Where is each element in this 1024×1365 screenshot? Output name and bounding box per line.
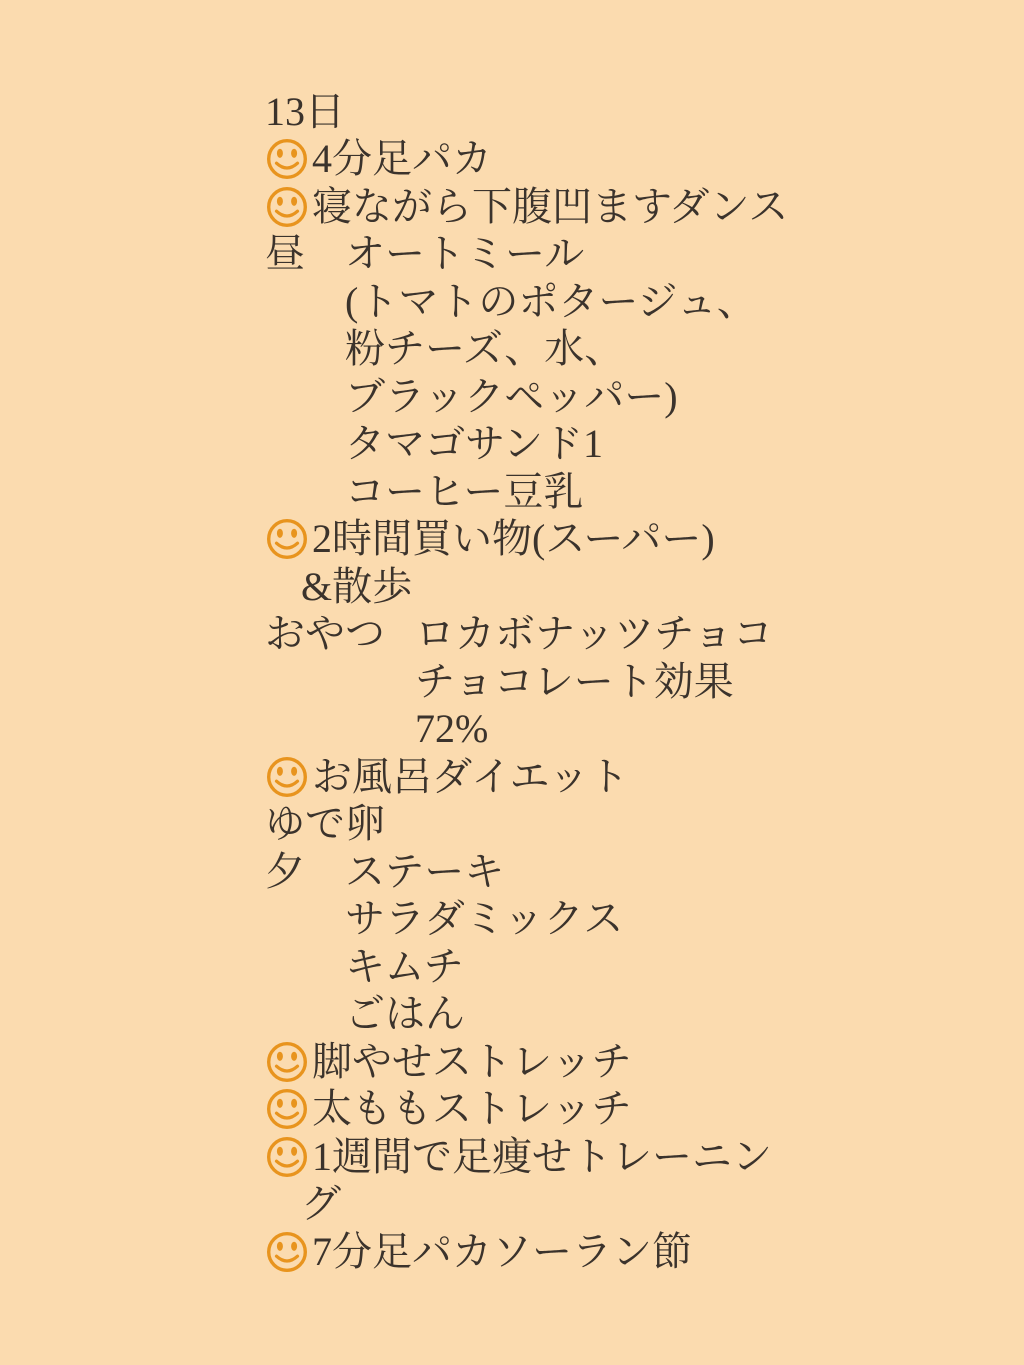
smiley-face-icon bbox=[265, 754, 312, 800]
diary-line-text: グ bbox=[301, 1181, 341, 1227]
smiley-face-icon bbox=[265, 516, 312, 562]
diary-line bbox=[265, 753, 1004, 801]
meal-label-snack: おやつ bbox=[265, 611, 385, 657]
diary-line-text: 7分足パカソーラン節 bbox=[312, 1228, 692, 1274]
smiley-face-icon bbox=[265, 1134, 312, 1180]
diary-line bbox=[265, 706, 1004, 754]
diary-line-text: 粉チーズ、水、 bbox=[345, 326, 625, 372]
diary-line-text: 寝ながら下腹凹ますダンス bbox=[312, 183, 789, 229]
diary-line bbox=[265, 1086, 1004, 1134]
smiley-face-icon bbox=[265, 1039, 312, 1085]
diary-line bbox=[265, 1133, 1004, 1181]
meal-label-lunch: 昼 bbox=[265, 231, 305, 277]
diary-line-text: 2時間買い物(スーパー) bbox=[312, 516, 715, 562]
diary-line-text: 4分足パカ bbox=[312, 136, 492, 182]
diary-line bbox=[265, 896, 1004, 944]
diary-line bbox=[265, 658, 1004, 706]
diary-line-text: ごはん bbox=[345, 991, 465, 1037]
diary-line bbox=[265, 1038, 1004, 1086]
diary-line bbox=[265, 183, 1004, 231]
diary-line-text: ロカボナッツチョコ bbox=[415, 611, 773, 657]
diary-date: 13日 bbox=[265, 88, 345, 134]
smiley-face-icon bbox=[265, 1086, 312, 1132]
diary-line-snack bbox=[265, 611, 1004, 659]
diary-line-text: お風呂ダイエット bbox=[312, 753, 629, 799]
diary-line bbox=[265, 468, 1004, 516]
diary-line-text: 1週間で足痩せトレーニン bbox=[312, 1133, 772, 1179]
diary-line bbox=[265, 516, 1004, 564]
diary-line-text: キムチ bbox=[345, 943, 464, 989]
diary-line-text: &散歩 bbox=[301, 563, 413, 609]
diary-line-dinner bbox=[265, 848, 1004, 896]
diary-line bbox=[265, 1228, 1004, 1276]
diary-line-text: サラダミックス bbox=[345, 896, 624, 942]
diary-line bbox=[265, 943, 1004, 991]
diary-line-text: ブラックペッパー) bbox=[345, 373, 678, 419]
diary-line-text: ステーキ bbox=[345, 848, 505, 894]
diary-line bbox=[265, 373, 1004, 421]
smiley-face-icon bbox=[265, 136, 312, 182]
diary-line bbox=[265, 136, 1004, 184]
diary-line bbox=[265, 421, 1004, 469]
diary-line-text: 72% bbox=[415, 706, 489, 752]
diary-date-line bbox=[265, 88, 1004, 136]
diary-line bbox=[265, 563, 1004, 611]
diary-line bbox=[265, 278, 1004, 326]
diary-line-text: 太ももストレッチ bbox=[312, 1086, 632, 1132]
diary-line-text: ゆで卵 bbox=[265, 801, 385, 847]
diary-line bbox=[265, 326, 1004, 374]
diary-line bbox=[265, 991, 1004, 1039]
diary-line-text: (トマトのポタージュ、 bbox=[345, 278, 757, 324]
diary-line bbox=[265, 1181, 1004, 1229]
diary-line-lunch bbox=[265, 231, 1004, 279]
meal-label-dinner: 夕 bbox=[265, 848, 305, 894]
smiley-face-icon bbox=[265, 1229, 312, 1275]
diary-line-text: コーヒー豆乳 bbox=[345, 468, 584, 514]
diary-line-text: チョコレート効果 bbox=[415, 658, 734, 704]
diary-line-text: 脚やせストレッチ bbox=[312, 1038, 632, 1084]
diary-line bbox=[265, 801, 1004, 849]
diary-line-text: オートミール bbox=[345, 231, 585, 277]
diary-line-text: タマゴサンド1 bbox=[345, 421, 603, 467]
smiley-face-icon bbox=[265, 184, 312, 230]
